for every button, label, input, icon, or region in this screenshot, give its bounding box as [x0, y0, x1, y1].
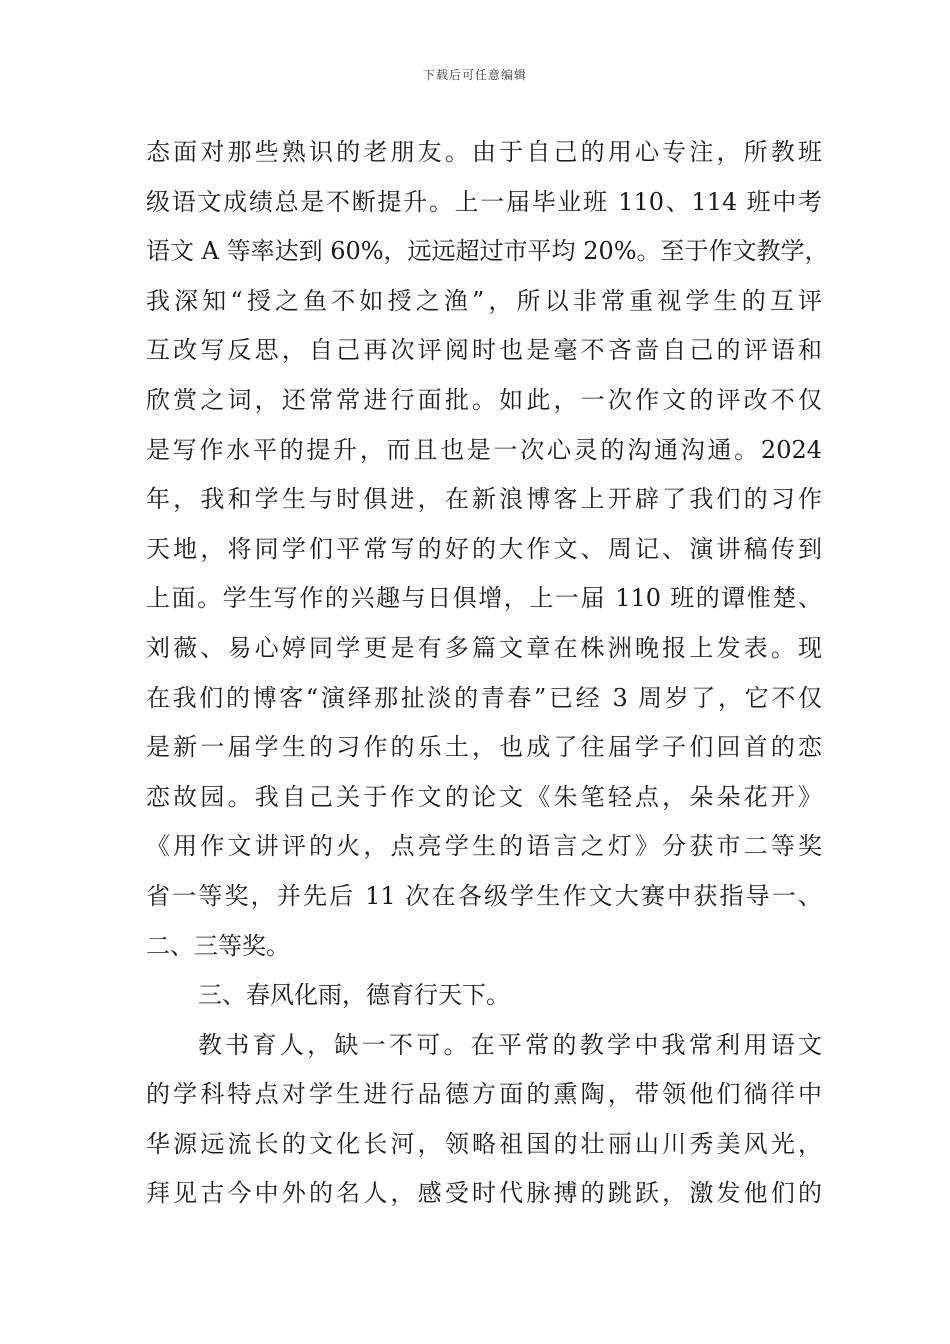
text-line: 年，我和学生与时俱进，在新浪博客上开辟了我们的习作 — [146, 485, 822, 514]
text-line: 天地，将同学们平常写的好的大作文、周记、演讲稿传到 — [146, 534, 822, 563]
text-line: 语文 A 等率达到 60%，远远超过市平均 20%。至于作文教学， — [146, 237, 829, 266]
text-line: 拜见古今中外的名人，感受时代脉搏的跳跃，激发他们的 — [146, 1179, 822, 1208]
section-heading: 三、春风化雨，德育行天下。 — [198, 981, 510, 1010]
text-line: 是新一届学生的习作的乐土，也成了往届学子们回首的恋 — [146, 733, 822, 762]
document-body — [146, 128, 829, 1219]
text-line-paragraph-start: 教书育人，缺一不可。在平常的教学中我常利用语文 — [198, 1030, 822, 1059]
text-line: 恋故园。我自己关于作文的论文《朱笔轻点，朵朵花开》 — [146, 782, 822, 811]
text-line: 在我们的博客“演绎那扯淡的青春”已经 3 周岁了，它不仅 — [146, 683, 822, 712]
text-line: 欣赏之词，还常常进行面批。如此，一次作文的评改不仅 — [146, 385, 822, 414]
text-line: 互改写反思，自己再次评阅时也是毫不吝啬自己的评语和 — [146, 336, 822, 365]
text-line: 上面。学生写作的兴趣与日俱增，上一届 110 班的谭惟楚、 — [146, 584, 822, 613]
text-line: 的学科特点对学生进行品德方面的熏陶，带领他们徜徉中 — [146, 1080, 822, 1109]
text-line: 我深知“授之鱼不如授之渔”，所以非常重视学生的互评 — [146, 286, 822, 315]
text-line: 华源远流长的文化长河，领略祖国的壮丽山川秀美风光， — [146, 1129, 822, 1158]
text-line: 态面对那些熟识的老朋友。由于自己的用心专注，所教班 — [146, 138, 822, 166]
text-line: 是写作水平的提升，而且也是一次心灵的沟通沟通。2024 — [146, 435, 822, 464]
text-line: 级语文成绩总是不断提升。上一届毕业班 110、114 班中考 — [146, 187, 822, 216]
text-line: 省一等奖，并先后 11 次在各级学生作文大赛中获指导一、 — [146, 881, 822, 910]
text-line-paragraph-end: 二、三等奖。 — [146, 931, 290, 960]
page-header: 下载后可任意编辑 — [422, 68, 527, 82]
text-line: 《用作文讲评的火，点亮学生的语言之灯》分获市二等奖 — [146, 832, 822, 861]
text-line: 刘薇、易心婷同学更是有多篇文章在株洲晚报上发表。现 — [146, 633, 822, 662]
